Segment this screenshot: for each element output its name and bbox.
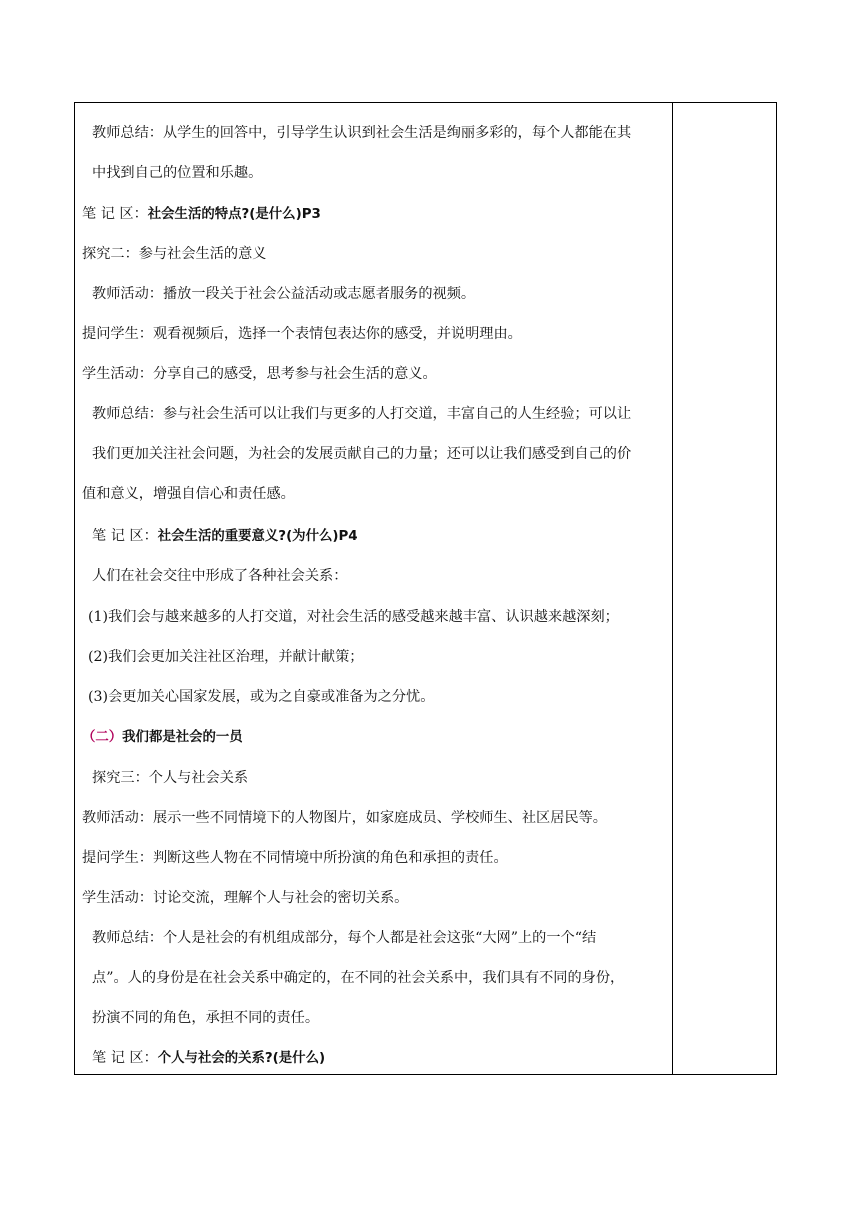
text-line: 教师活动：播放一段关于社会公益活动或志愿者服务的视频。 <box>92 286 476 302</box>
note-label: 笔 记 区： <box>82 206 148 222</box>
text-line: 值和意义，增强自信心和责任感。 <box>82 486 295 502</box>
text-line: 我们更加关注社会问题，为社会的发展贡献自己的力量；还可以让我们感受到自己的价 <box>92 446 632 462</box>
text-line: 学生活动：分享自己的感受，思考参与社会生活的意义。 <box>82 366 437 382</box>
section-marker: （二） <box>82 730 123 745</box>
text-line: 人们在社会交往中形成了各种社会关系： <box>92 568 348 584</box>
text-line: 中找到自己的位置和乐趣。 <box>92 165 263 181</box>
text-line: 教师活动：展示一些不同情境下的人物图片，如家庭成员、学校师生、社区居民等。 <box>82 810 607 826</box>
lesson-table <box>74 102 777 1075</box>
lesson-content-cell <box>75 103 672 1074</box>
section-title: 我们都是社会的一员 <box>122 730 243 745</box>
section-heading <box>82 728 243 747</box>
text-line: (2)我们会更加关注社区治理，并献计献策； <box>88 649 364 665</box>
note-line-2 <box>92 527 358 546</box>
note-text: 社会生活的重要意义?(为什么)P4 <box>157 529 358 544</box>
remarks-cell <box>673 103 776 1074</box>
note-line-1 <box>82 205 321 224</box>
text-line: 扮演不同的角色，承担不同的责任。 <box>92 1010 320 1026</box>
text-line: 教师总结：从学生的回答中，引导学生认识到社会生活是绚丽多彩的，每个人都能在其 <box>92 125 632 141</box>
text-line: 提问学生：判断这些人物在不同情境中所扮演的角色和承担的责任。 <box>82 850 508 866</box>
text-line: 教师总结：个人是社会的有机组成部分，每个人都是社会这张“大网”上的一个“结 <box>92 930 597 946</box>
text-line: 教师总结：参与社会生活可以让我们与更多的人打交道，丰富自己的人生经验；可以让 <box>92 406 632 422</box>
text-line: 点”。人的身份是在社会关系中确定的，在不同的社会关系中，我们具有不同的身份， <box>92 970 625 986</box>
text-line: 提问学生：观看视频后，选择一个表情包表达你的感受，并说明理由。 <box>82 326 522 342</box>
text-line: 学生活动：讨论交流，理解个人与社会的密切关系。 <box>82 890 409 906</box>
note-text: 社会生活的特点?(是什么)P3 <box>147 207 321 222</box>
note-label: 笔 记 区： <box>92 528 158 544</box>
text-line: 探究二：参与社会生活的意义 <box>82 246 267 262</box>
note-text: 个人与社会的关系?(是什么) <box>157 1051 326 1066</box>
text-line: (1)我们会与越来越多的人打交道，对社会生活的感受越来越丰富、认识越来越深刻； <box>88 609 619 625</box>
note-line-3 <box>92 1049 325 1068</box>
text-line: (3)会更加关心国家发展，或为之自豪或准备为之分忧。 <box>88 689 435 705</box>
text-line: 探究三：个人与社会关系 <box>92 770 249 786</box>
note-label: 笔 记 区： <box>92 1050 158 1066</box>
